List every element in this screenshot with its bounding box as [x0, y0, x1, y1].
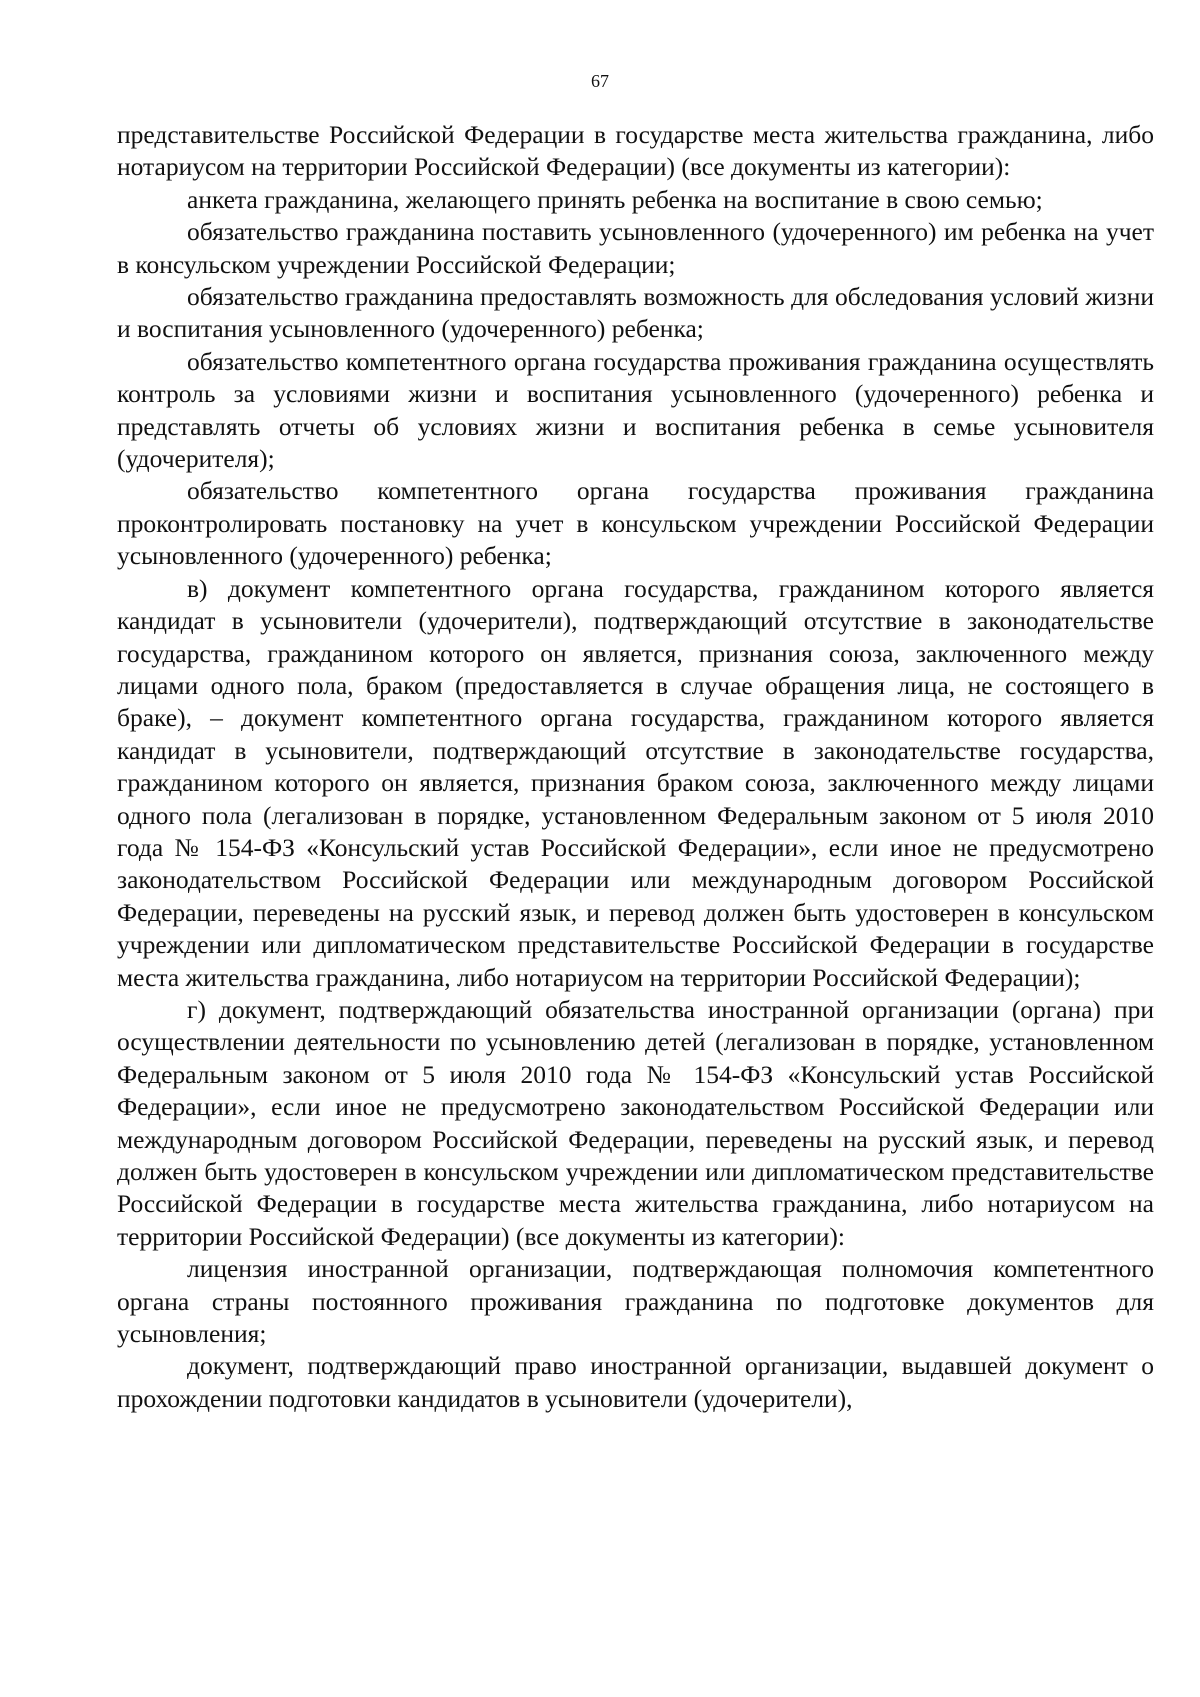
- paragraph-continuation: представительстве Российской Федерации в государстве места жительства гражданина, либо нотариусом на территории Российской Федерации) (все документы из категории):: [117, 120, 1154, 182]
- paragraph: документ, подтверждающий право иностранной организации, выдавшей документ о прохождении подготовки кандидатов в усыновители (удочерители),: [117, 1351, 1154, 1413]
- paragraph: обязательство компетентного органа государства проживания гражданина осуществлять контроль за условиями жизни и воспитания усыновленного (удочеренного) ребенка и представлять отчеты об условиях жизни и воспитания ребенка в семье усыновителя (удочерителя);: [117, 346, 1154, 474]
- paragraph: лицензия иностранной организации, подтверждающая полномочия компетентного органа страны постоянного проживания гражданина по подготовке документов для усыновления;: [117, 1254, 1154, 1349]
- paragraph-item-g: г) документ, подтверждающий обязательства иностранной организации (органа) при осуществлении деятельности по усыновлению детей (легализован в порядке, установленном Федеральным законом от 5 июля 2010 года № 154-ФЗ «Консульский устав Российской Федерации», если иное не предусмотрено законодательством Российской Федерации или международным договором Российской Федерации, переведены на русский язык, и перевод должен быть удостоверен в консульском учреждении или дипломатическом представительстве Российской Федерации в государстве места жительства гражданина, либо нотариусом на территории Российской Федерации) (все документы из категории):: [117, 994, 1154, 1251]
- paragraph: обязательство гражданина предоставлять возможность для обследования условий жизни и воспитания усыновленного (удочеренного) ребенка;: [117, 282, 1154, 344]
- page-number: 67: [591, 71, 609, 91]
- document-body: [117, 119, 1154, 1415]
- paragraph: обязательство гражданина поставить усыновленного (удочеренного) им ребенка на учет в консульском учреждении Российской Федерации;: [117, 217, 1154, 279]
- paragraph: анкета гражданина, желающего принять ребенка на воспитание в свою семью;: [187, 184, 1043, 214]
- paragraph: обязательство компетентного органа государства проживания гражданина проконтролировать постановку на учет в консульском учреждении Российской Федерации усыновленного (удочеренного) ребенка;: [117, 476, 1154, 571]
- paragraph-item-v: в) документ компетентного органа государства, гражданином которого является кандидат в усыновители (удочерители), подтверждающий отсутствие в законодательстве государства, гражданином которого он является, признания союза, заключенного между лицами одного пола, браком (предоставляется в случае обращения лица, не состоящего в браке), – документ компетентного органа государства, гражданином которого является кандидат в усыновители, подтверждающий отсутствие в законодательстве государства, гражданином которого он является, признания браком союза, заключенного между лицами одного пола (легализован в порядке, установленном Федеральным законом от 5 июля 2010 года № 154-ФЗ «Консульский устав Российской Федерации», если иное не предусмотрено законодательством Российской Федерации или международным договором Российской Федерации, переведены на русский язык, и перевод должен быть удостоверен в консульском учреждении или дипломатическом представительстве Российской Федерации в государстве места жительства гражданина, либо нотариусом на территории Российской Федерации);: [117, 573, 1154, 992]
